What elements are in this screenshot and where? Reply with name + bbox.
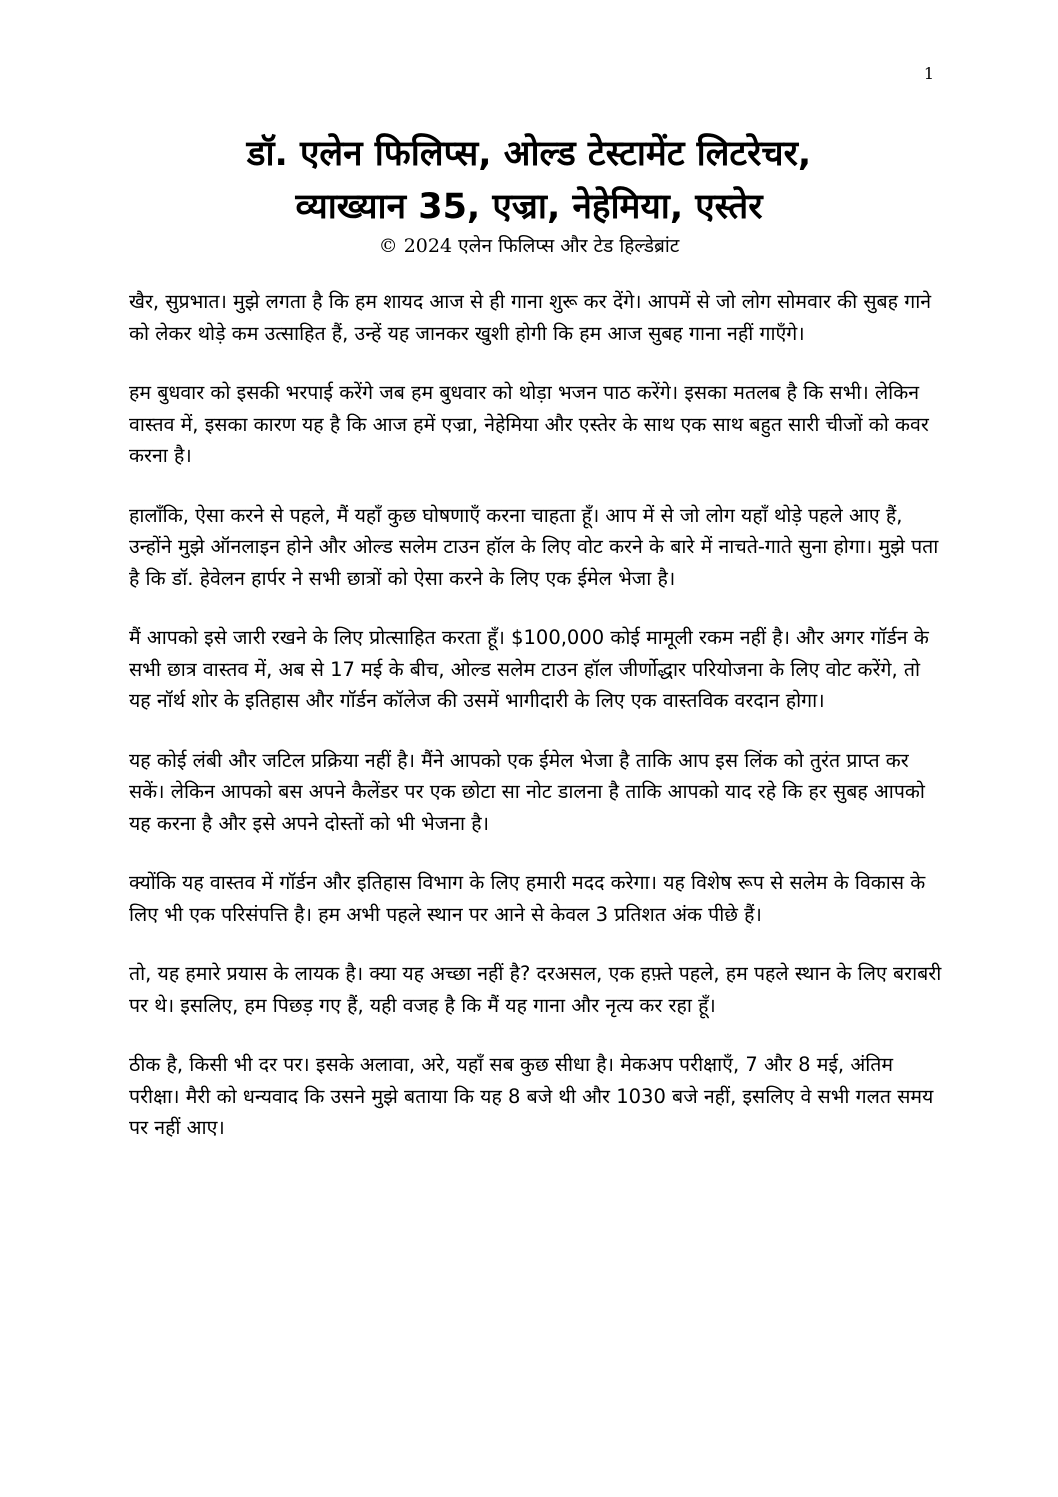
paragraph: ठीक है, किसी भी दर पर। इसके अलावा, अरे, यहाँ सब कुछ सीधा है। मेकअप परीक्षाएँ, 7 और 8 मई, अंतिम परीक्षा। मैरी को धन्यवाद कि उसने मुझे बताया कि यह 8 बजे थी और 1030 बजे नहीं, इसलिए वे सभी गलत समय पर नहीं आए। [129, 1053, 934, 1139]
paragraph: क्योंकि यह वास्तव में गॉर्डन और इतिहास विभाग के लिए हमारी मदद करेगा। यह विशेष रूप से सलेम के विकास के लिए भी एक परिसंपत्ति है। हम अभी पहले स्थान पर आने से केवल 3 प्रतिशत अंक पीछे हैं। [129, 871, 926, 926]
document-body [129, 286, 944, 1172]
document-title [90, 128, 968, 234]
title-line-2: व्याख्यान 35, एज्रा, नेहेमिया, एस्तेर [295, 187, 763, 227]
page-number: 1 [923, 64, 934, 83]
title-line-1: डॉ. एलेन फिलिप्स, ओल्ड टेस्टामेंट लिटरेचर, [246, 134, 812, 174]
paragraph: हम बुधवार को इसकी भरपाई करेंगे जब हम बुधवार को थोड़ा भजन पाठ करेंगे। इसका मतलब है कि सभी। लेकिन वास्तव में, इसका कारण यह है कि आज हमें एज्रा, नेहेमिया और एस्तेर के साथ एक साथ बहुत सारी चीजों को कवर करना है। [129, 381, 929, 467]
paragraph: हालाँकि, ऐसा करने से पहले, मैं यहाँ कुछ घोषणाएँ करना चाहता हूँ। आप में से जो लोग यहाँ थोड़े पहले आए हैं, उन्होंने मुझे ऑनलाइन होने और ओल्ड सलेम टाउन हॉल के लिए वोट करने के बारे में नाचते-गाते सुना होगा। मुझे पता है कि डॉ. हेवेलन हार्पर ने सभी छात्रों को ऐसा करने के लिए एक ईमेल भेजा है। [129, 503, 939, 590]
copyright-notice: © 2024 एलेन फिलिप्स और टेड हिल्डेब्रांट [378, 235, 680, 257]
paragraph: खैर, सुप्रभात। मुझे लगता है कि हम शायद आज से ही गाना शुरू कर देंगे। आपमें से जो लोग सोमवार की सुबह गाने को लेकर थोड़े कम उत्साहित हैं, उन्हें यह जानकर खुशी होगी कि हम आज सुबह गाना नहीं गाएँगे। [129, 290, 932, 345]
paragraph: मैं आपको इसे जारी रखने के लिए प्रोत्साहित करता हूँ। $100,000 कोई मामूली रकम नहीं है। और अगर गॉर्डन के सभी छात्र वास्तव में, अब से 17 मई के बीच, ओल्ड सलेम टाउन हॉल जीर्णोद्धार परियोजना के लिए वोट करेंगे, तो यह नॉर्थ शोर के इतिहास और गॉर्डन कॉलेज की उसमें भागीदारी के लिए एक वास्तविक वरदान होगा। [129, 626, 929, 712]
paragraph: यह कोई लंबी और जटिल प्रक्रिया नहीं है। मैंने आपको एक ईमेल भेजा है ताकि आप इस लिंक को तुरंत प्राप्त कर सकें। लेकिन आपको बस अपने कैलेंडर पर एक छोटा सा नोट डालना है ताकि आपको याद रहे कि हर सुबह आपको यह करना है और इसे अपने दोस्तों को भी भेजना है। [129, 748, 925, 835]
paragraph: तो, यह हमारे प्रयास के लायक है। क्या यह अच्छा नहीं है? दरअसल, एक हफ़्ते पहले, हम पहले स्थान के लिए बराबरी पर थे। इसलिए, हम पिछड़ गए हैं, यही वजह है कि मैं यह गाना और नृत्य कर रहा हूँ। [129, 962, 942, 1017]
